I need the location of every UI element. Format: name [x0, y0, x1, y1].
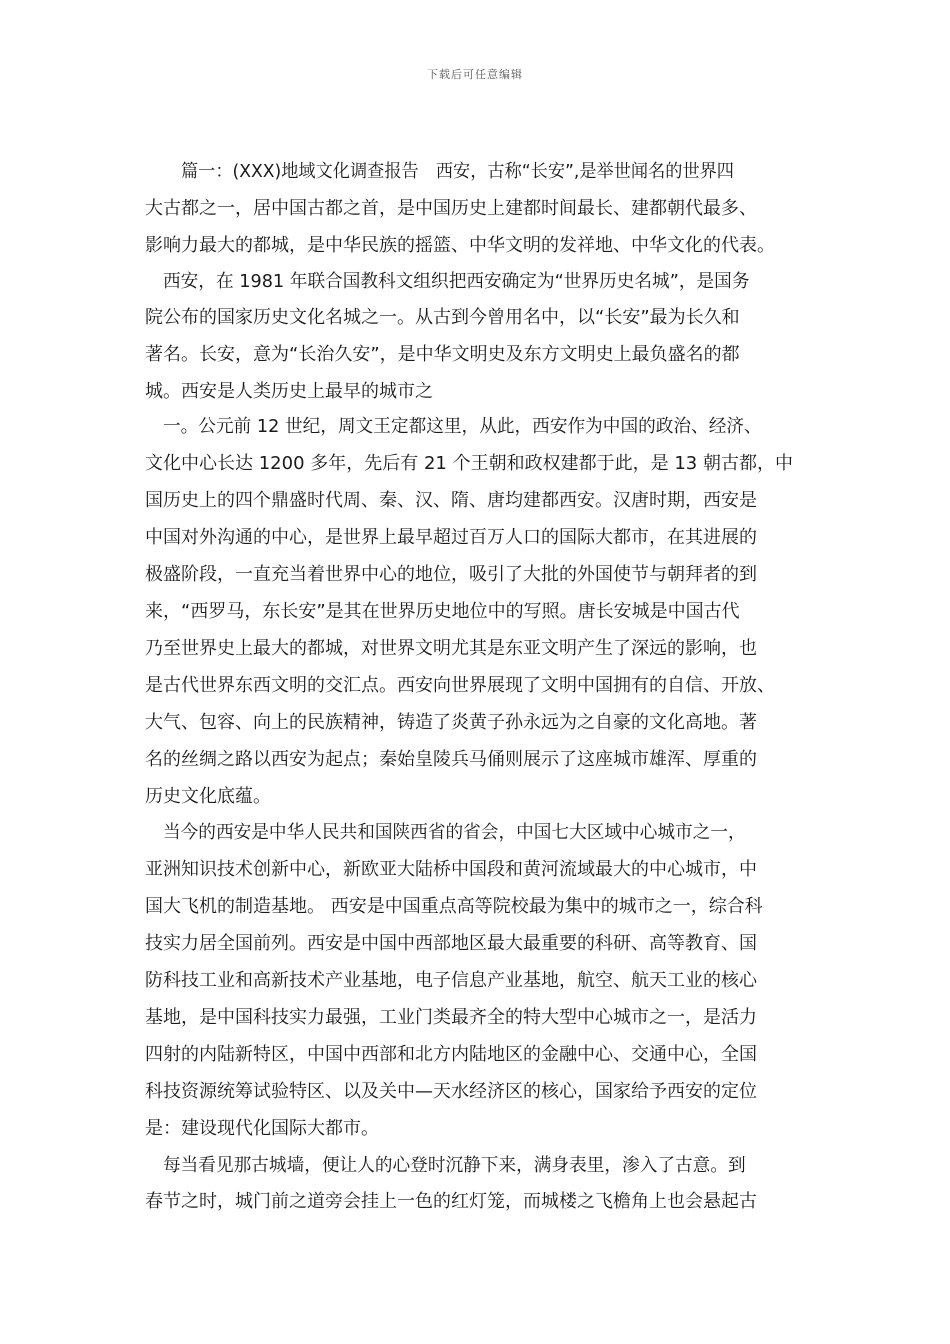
body-line: 名的丝绸之路以西安为起点；秦始皇陵兵马俑则展示了这座城市雄浑、厚重的: [145, 749, 757, 770]
body-line: 文化中心长达 1200 多年，先后有 21 个王朝和政权建都于此，是 13 朝古都，中: [145, 453, 793, 474]
body-line: 西安，在 1981 年联合国教科文组织把西安确定为“世界历史名城”，是国务: [163, 271, 750, 292]
body-line: 国历史上的四个鼎盛时代周、秦、汉、隋、唐均建都西安。汉唐时期，西安是: [145, 490, 757, 511]
body-line: 当今的西安是中华人民共和国陕西省的省会，中国七大区域中心城市之一，: [163, 822, 746, 843]
body-line: 影响力最大的都城，是中华民族的摇篮、中华文明的发祥地、中华文化的代表。: [145, 235, 775, 256]
body-line: 极盛阶段，一直充当着世界中心的地位，吸引了大批的外国使节与朝拜者的到: [145, 564, 757, 585]
body-line: 著名。长安，意为“长治久安”，是中华文明史及东方文明史上最负盛名的都: [145, 344, 740, 365]
body-line: 技实力居全国前列。西安是中国中西部地区最大最重要的科研、高等教育、国: [145, 933, 757, 954]
body-line: 乃至世界史上最大的都城，对世界文明尤其是东亚文明产生了深远的影响，也: [145, 638, 757, 659]
body-line: 基地，是中国科技实力最强，工业门类最齐全的特大型中心城市之一，是活力: [145, 1007, 757, 1028]
body-line: 亚洲知识技术创新中心，新欧亚大陆桥中国段和黄河流域最大的中心城市，中: [145, 859, 757, 880]
body-line: 历史文化底蕴。: [145, 786, 271, 807]
body-line: 春节之时，城门前之道旁会挂上一色的红灯笼，而城楼之飞檐角上也会悬起古: [145, 1191, 757, 1212]
body-line: 大古都之一，居中国古都之首，是中国历史上建都时间最长、建都朝代最多、: [145, 198, 757, 219]
body-line: 科技资源统筹试验特区、以及关中—天水经济区的核心，国家给予西安的定位: [145, 1081, 757, 1102]
body-line: 每当看见那古城墙，便让人的心登时沉静下来，满身表里，渗入了古意。到: [163, 1155, 746, 1176]
body-line: 城。西安是人类历史上最早的城市之: [145, 381, 433, 402]
body-line: 院公布的国家历史文化名城之一。从古到今曾用名中，以“长安”最为长久和: [145, 307, 740, 328]
body-line: 四射的内陆新特区，中国中西部和北方内陆地区的金融中心、交通中心，全国: [145, 1044, 757, 1065]
body-line: 是：建设现代化国际大都市。: [145, 1118, 379, 1139]
body-line: 篇一：(XXX)地域文化调查报告 西安，古称“长安”,是举世闻名的世界四: [181, 161, 735, 182]
body-line: 大气、包容、向上的民族精神，铸造了炎黄子孙永远为之自豪的文化高地。著: [145, 712, 757, 733]
body-line: 一。公元前 12 世纪，周文王定都这里，从此，西安作为中国的政治、经济、: [163, 416, 762, 437]
page-header-note: 下载后可任意编辑: [427, 68, 523, 81]
body-line: 是古代世界东西文明的交汇点。西安向世界展现了文明中国拥有的自信、开放、: [145, 675, 775, 696]
body-line: 中国对外沟通的中心，是世界上最早超过百万人口的国际大都市，在其进展的: [145, 527, 757, 548]
body-line: 国大飞机的制造基地。 西安是中国重点高等院校最为集中的城市之一，综合科: [145, 896, 763, 917]
body-line: 防科技工业和高新技术产业基地，电子信息产业基地，航空、航天工业的核心: [145, 970, 757, 991]
body-line: 来，“西罗马，东长安”是其在世界历史地位中的写照。唐长安城是中国古代: [145, 601, 740, 622]
